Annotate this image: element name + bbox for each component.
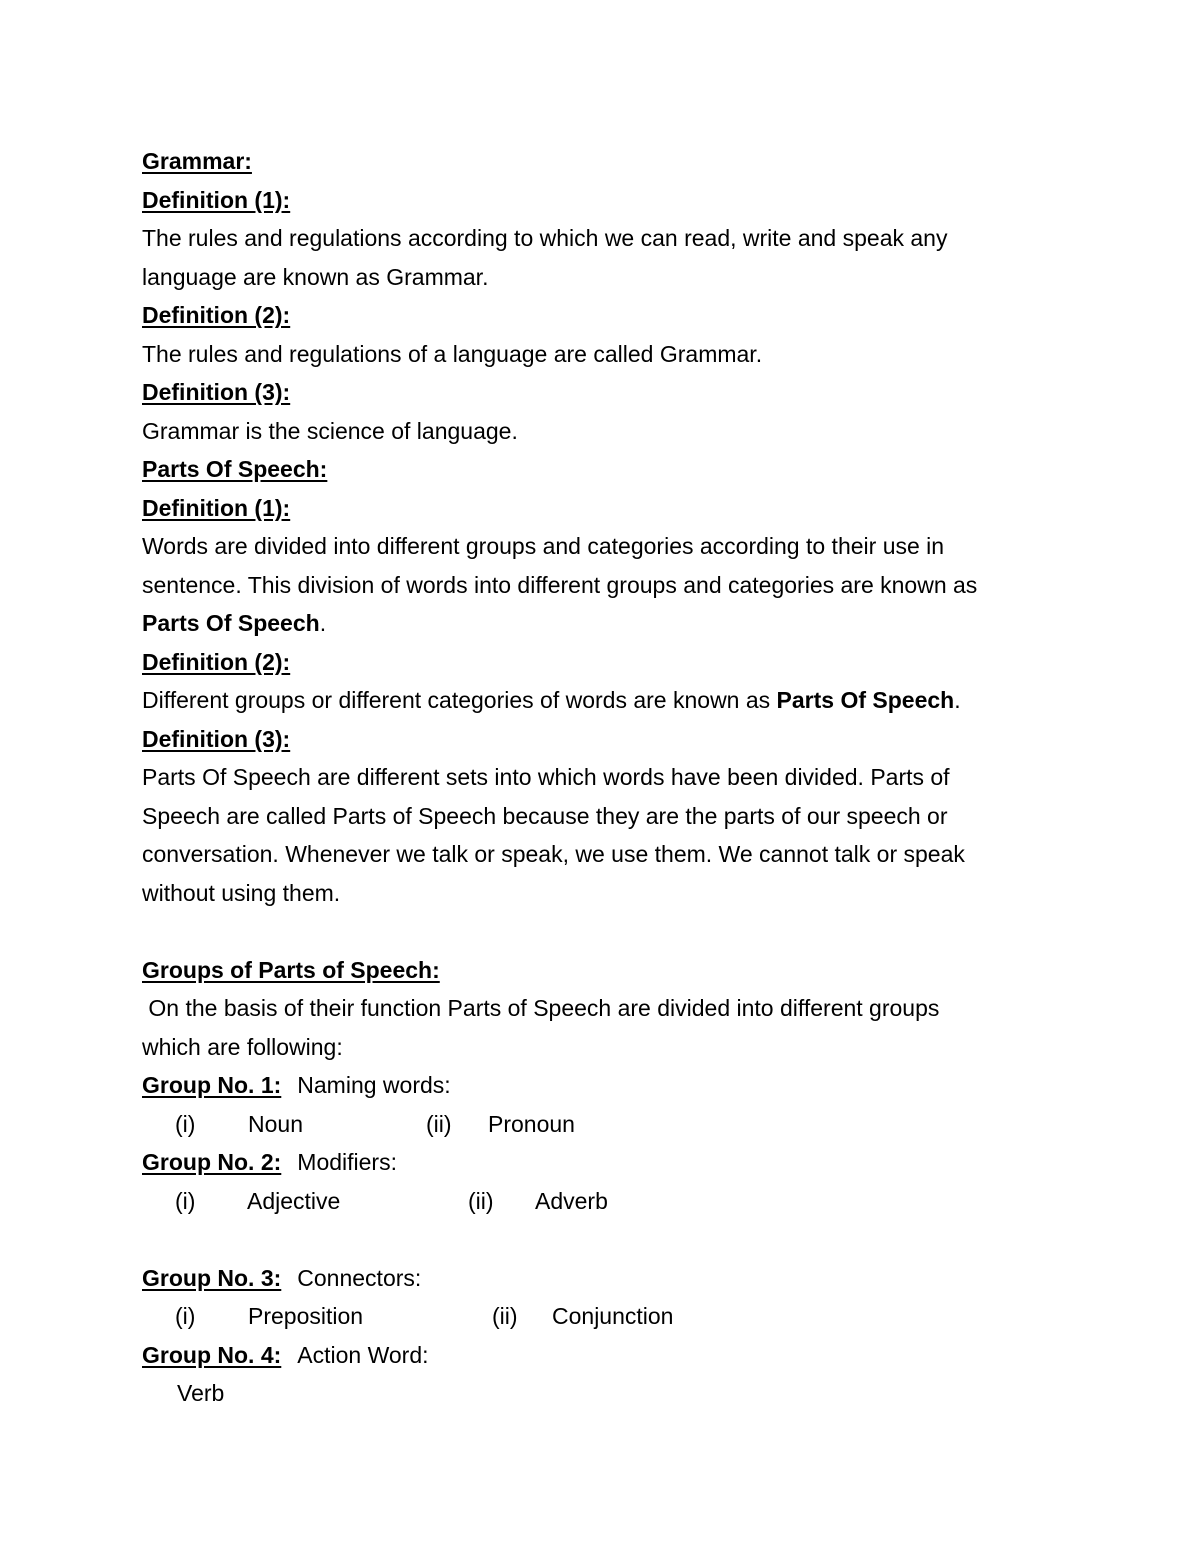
pos-term-bold: Parts Of Speech <box>776 687 955 713</box>
pos-definition-2-plain: Different groups or different categories of words are known as <box>142 687 777 713</box>
group-3-item-2-number: (ii) <box>492 1303 518 1329</box>
group-2-label: Group No. 2: <box>142 1149 282 1175</box>
group-2-item-2: Adverb <box>535 1187 608 1214</box>
group-2-name: Modifiers: <box>297 1149 397 1175</box>
pos-definition-3-text-line-1: Parts Of Speech are different sets into which words have been divided. Parts of <box>142 764 950 790</box>
group-1-name: Naming words: <box>297 1072 451 1098</box>
pos-definition-3-text-line-3: conversation. Whenever we talk or speak, we use them. We cannot talk or speak <box>142 841 965 867</box>
group-2-item-1-number: (i) <box>175 1187 196 1214</box>
group-1-row <box>142 1066 1072 1105</box>
group-2-item-1: Adjective <box>247 1187 341 1214</box>
group-3-row <box>142 1259 1072 1298</box>
period: . <box>954 687 961 713</box>
group-4-label: Group No. 4: <box>142 1341 282 1368</box>
grammar-definition-1-label: Definition (1): <box>142 186 291 213</box>
groups-heading: Groups of Parts of Speech: <box>142 956 440 983</box>
group-2-items <box>142 1182 1072 1221</box>
pos-term-bold: Parts Of Speech <box>142 610 320 636</box>
grammar-definition-1-text-line-2: language are known as Grammar. <box>142 263 489 290</box>
spacer <box>142 1220 1072 1259</box>
pos-definition-1-text-line-2: sentence. This division of words into different groups and categories are known as <box>142 571 978 598</box>
grammar-heading: Grammar: <box>142 148 252 174</box>
group-1-item-2: Pronoun <box>488 1110 575 1137</box>
group-1-item-1-number: (i) <box>175 1110 196 1137</box>
pos-definition-3-text-line-2: Speech are called Parts of Speech because they are the parts of our speech or <box>142 802 948 829</box>
pos-definition-1-label: Definition (1): <box>142 494 291 521</box>
pos-definition-1-text-line-3 <box>142 604 1072 643</box>
groups-intro-line-2: which are following: <box>142 1033 343 1060</box>
group-4-item-1: Verb <box>177 1380 225 1406</box>
group-3-name: Connectors: <box>297 1264 422 1291</box>
pos-definition-3-text-line-4: without using them. <box>142 879 341 906</box>
pos-definition-1-text-line-1: Words are divided into different groups and categories according to their use in <box>142 533 945 559</box>
grammar-definition-1-text-line-1: The rules and regulations according to which we can read, write and speak any <box>142 225 948 251</box>
grammar-definition-2-label: Definition (2): <box>142 302 291 328</box>
groups-intro-line-1: On the basis of their function Parts of Speech are divided into different groups <box>142 995 940 1021</box>
pos-definition-2-label: Definition (2): <box>142 648 291 675</box>
grammar-definition-3-label: Definition (3): <box>142 379 291 405</box>
group-4-row <box>142 1336 1072 1375</box>
grammar-definition-2-text: The rules and regulations of a language are called Grammar. <box>142 340 763 367</box>
parts-of-speech-heading: Parts Of Speech: <box>142 456 328 482</box>
group-3-item-2: Conjunction <box>552 1303 674 1329</box>
grammar-definition-3-text: Grammar is the science of language. <box>142 417 518 444</box>
group-1-item-1: Noun <box>248 1110 303 1137</box>
group-2-item-2-number: (ii) <box>468 1187 494 1214</box>
pos-definition-3-label: Definition (3): <box>142 725 291 752</box>
group-3-item-1-number: (i) <box>175 1303 196 1329</box>
group-4-name: Action Word: <box>297 1341 429 1368</box>
spacer <box>142 912 1072 951</box>
group-3-items <box>142 1297 1072 1336</box>
group-2-row <box>142 1143 1072 1182</box>
group-1-items <box>142 1105 1072 1144</box>
document-page <box>142 142 1072 1413</box>
group-1-item-2-number: (ii) <box>426 1110 452 1137</box>
period: . <box>319 610 327 636</box>
group-3-item-1: Preposition <box>248 1303 364 1329</box>
pos-definition-2-text <box>142 681 1072 720</box>
group-1-label: Group No. 1: <box>142 1072 282 1098</box>
group-3-label: Group No. 3: <box>142 1264 282 1291</box>
